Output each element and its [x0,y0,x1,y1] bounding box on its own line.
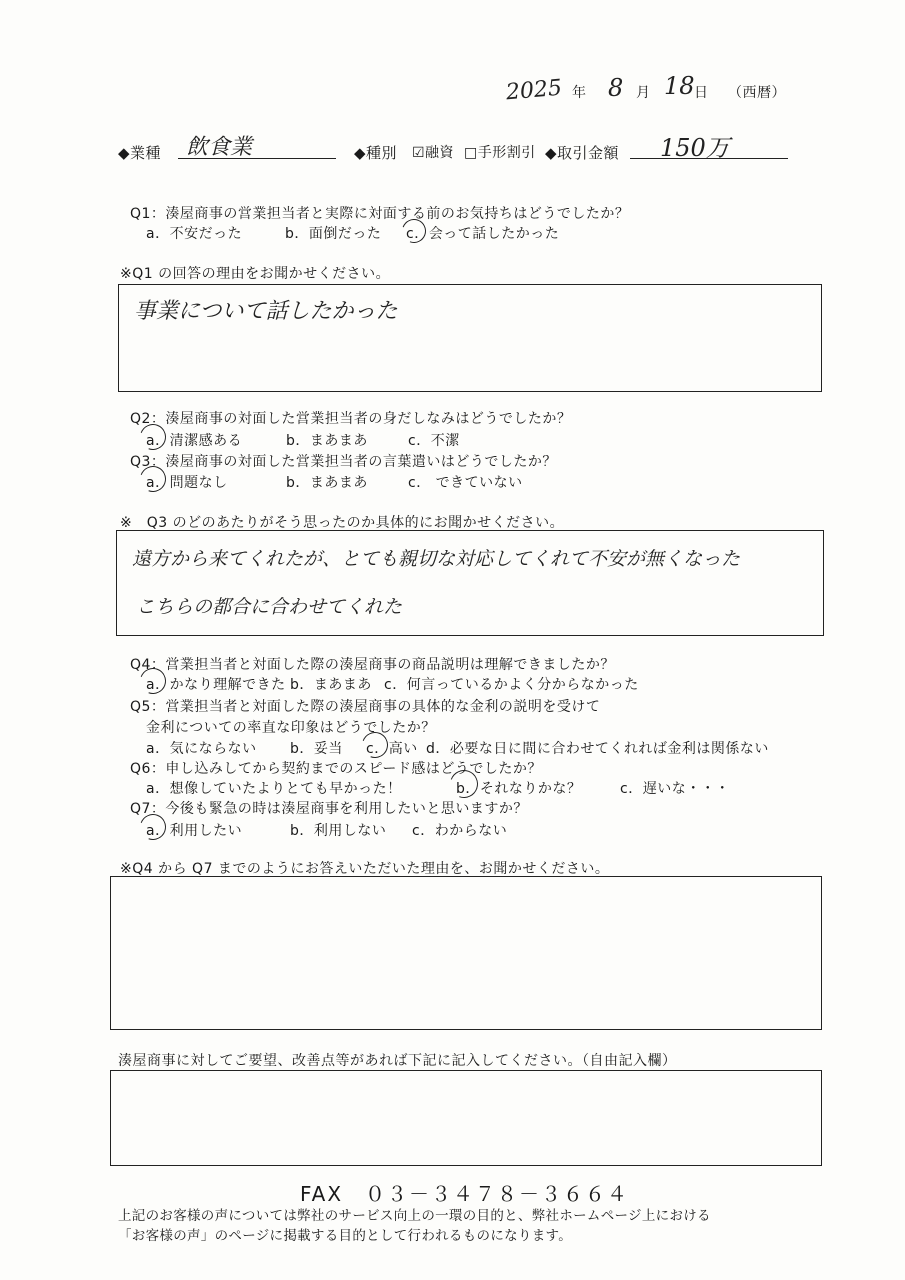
industry-label: ◆業種 [118,144,162,162]
date-day-label: 日 [694,85,709,101]
q1-option-b: b．面倒だった [285,226,382,242]
notice-line1: 上記のお客様の声については弊社のサービス向上の一環の目的と、弊社ホームページ上における [118,1208,711,1224]
q7-question: Q7：今後も緊急の時は湊屋商事を利用したいと思いますか？ [130,801,528,817]
q5-option-a: a．気にならない [146,741,257,757]
q6-option-a: a．想像していたよりとても早かった！ [146,781,402,797]
q3-reason-answer-line1: 遠方から来てくれたが、とても親切な対応してくれて不安が無くなった [132,548,741,570]
q4-option-c: c．何言っているかよく分からなかった [384,677,639,693]
q5-question-line1: Q5：営業担当者と対面した際の湊屋商事の具体的な金利の説明を受けて [130,699,601,715]
request-prompt: 湊屋商事に対してご要望、改善点等があれば下記に記入してください。（自由記入欄） [118,1053,677,1069]
amount-underline [630,158,788,159]
q3-option-b: b．まあまあ [286,475,368,491]
q2-option-a: a．清潔感ある [146,433,243,449]
q1-option-c: c．会って話したかった [406,226,560,242]
q3-reason-prompt: ※ Q3 のどのあたりがそう思ったのか具体的にお聞かせください。 [120,515,565,531]
q2-option-c: c．不潔 [408,433,460,449]
q5-option-b: b．妥当 [290,741,343,757]
date-day: 18 [664,72,695,100]
q4-question: Q4：営業担当者と対面した際の湊屋商事の商品説明は理解できましたか？ [130,657,615,673]
q7-option-a: a．利用したい [146,823,243,839]
q4-option-b: b．まあまあ [290,677,372,693]
q6-question: Q6：申し込みしてから契約までのスピード感はどうでしたか？ [130,761,542,777]
q4-7-reason-prompt: ※Q4 から Q7 までのようにお答えいただいた理由を、お聞かせください。 [120,861,610,877]
q5-question-line2: 金利についての率直な印象はどうでしたか？ [146,720,436,736]
request-box [110,1070,822,1166]
industry-underline [178,158,336,159]
q1-reason-prompt: ※Q1 の回答の理由をお聞かせください。 [120,266,391,282]
q4-7-reason-box [110,876,822,1030]
notice-line2: 「お客様の声」のページに掲載する目的として行われるものになります。 [118,1228,573,1244]
q1-question: Q1：湊屋商事の営業担当者と実際に対面する前のお気持ちはどうでしたか？ [130,206,630,222]
date-year: 2025 [505,75,563,106]
q4-option-a: a．かなり理解できた [146,677,286,693]
q7-option-b: b．利用しない [290,823,387,839]
amount-label: ◆取引金額 [545,144,620,162]
q1-reason-answer: 事業について話したかった [134,299,398,324]
q3-option-a: a．問題なし [146,475,228,491]
q7-option-c: c．わからない [412,823,508,839]
industry-value: 飲食業 [186,135,253,160]
fax-number: FAX ０３－３４７８－３６６４ [300,1182,630,1206]
date-era-note: （西暦） [728,85,786,101]
q1-option-a: a．不安だった [146,226,243,242]
q2-question: Q2：湊屋商事の対面した営業担当者の身だしなみはどうでしたか？ [130,411,572,427]
q2-option-b: b．まあまあ [286,433,368,449]
date-month: 8 [608,74,624,102]
type-label: ◆種別 [354,144,398,162]
type-option-bill-discount: □手形割引 [464,145,536,161]
q3-option-c: c． できていない [408,475,523,491]
q6-option-b: b．それなりかな？ [456,781,582,797]
q3-question: Q3：湊屋商事の対面した営業担当者の言葉遣いはどうでしたか？ [130,454,557,470]
q5-option-d: d．必要な日に間に合わせてくれれば金利は関係ない [426,741,769,757]
q5-option-c: c．高い [366,741,418,757]
q6-option-c: c．遅いな・・・ [620,781,730,797]
amount-value: 150万 [660,134,730,162]
date-month-label: 月 [636,85,651,101]
date-year-label: 年 [572,85,587,101]
type-option-loan: ☑融資 [412,145,455,161]
q3-reason-answer-line2: こちらの都合に合わせてくれた [136,596,403,618]
